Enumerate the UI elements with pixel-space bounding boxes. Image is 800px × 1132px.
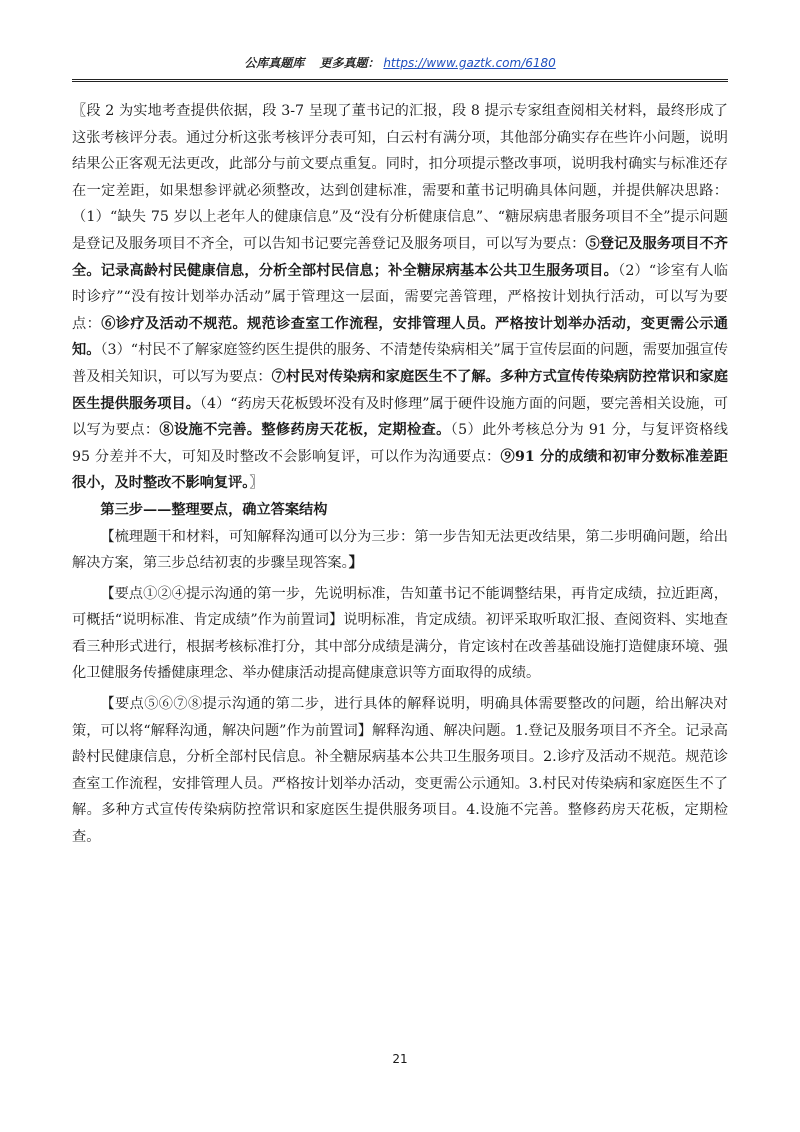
step3-heading-paragraph	[72, 497, 728, 524]
point-6-bold: ⑥诊疗及活动不规范。规范诊查室工作流程，安排管理人员。严格按计划举办活动，变更需公示通知。	[72, 315, 728, 359]
point-8-bold: ⑧设施不完善。整修药房天花板，定期检查。	[159, 422, 451, 439]
step-one-paragraph	[72, 581, 728, 687]
step-two-paragraph	[72, 691, 728, 851]
point-7-bold: ⑦村民对传染病和家庭医生不了解。多种方式宣传传染病防控常识和家庭医生提供服务项目。	[72, 368, 728, 412]
point-5-bold: ⑤登记及服务项目不齐全。记录高龄村民健康信息，分析全部村民信息；补全糖尿病基本公共卫生服务项目。	[72, 235, 728, 279]
analysis-text-1: 〖段 2 为实地考查提供依据，段 3-7 呈现了董书记的汇报，段 8 提示专家组查阅相关材料，最终形成了这张考核评分表。通过分析这张考核评分表可知，白云村有满分项，其他部分确实存在些许小问题，说明结果公正客观无法更改，此部分与前文要点重复。同时，扣分项提示整改事项，说明我村确实与标准还存在一定差距，如果想参评就必须整改，达到创建标准，需要和董书记明确具体问题，并提供解决思路：（1）“缺失 75 岁以上老年人的健康信息”及“没有分析健康信息”、“糖尿病患者服务项目不全”提示问题是登记及服务项目不齐全，可以告知书记要完善登记及服务项目，可以写为要点：	[72, 103, 728, 252]
step-one-text: 【要点①②④提示沟通的第一步，先说明标准，告知董书记不能调整结果，再肯定成绩，拉近距离，可概括“说明标准、肯定成绩”作为前置词】说明标准，肯定成绩。初评采取听取汇报、查阅资料、实地查看三种形式进行，根据考核标准打分，其中部分成绩是满分，肯定该村在改善基础设施打造健康环境、强化卫健服务传播健康理念、举办健康活动提高健康意识等方面取得的成绩。	[72, 585, 728, 682]
analysis-text-5: （5）此外考核总分为 91 分，与复评资格线 95 分差并不大，可知及时整改不会影响复评，可以作为沟通要点：	[72, 422, 728, 465]
structure-text: 【梳理题干和材料，可知解释沟通可以分为三步：第一步告知无法更改结果，第二步明确问题，给出解决方案，第三步总结初衷的步骤呈现答案。	[72, 528, 728, 572]
header-more-label: 更多真题：	[319, 56, 380, 70]
header-url-link[interactable]: https://www.gaztk.com/6180	[383, 56, 556, 70]
analysis-text-2: （2）“诊室有人临时诊疗”“没有按计划举办活动”属于管理这一层面，需要完善管理，严格按计划执行活动，可以写为要点：	[72, 262, 728, 332]
analysis-text-4: （4）“药房天花板毁坏没有及时修理”属于硬件设施方面的问题，要完善相关设施，可以写为要点：	[72, 395, 728, 439]
structure-close-bracket: 】	[348, 555, 363, 572]
analysis-text-3: （3）“村民不了解家庭签约医生提供的服务、不清楚传染病相关”属于宣传层面的问题，需要加强宣传普及相关知识，可以写为要点：	[72, 342, 728, 385]
page-number: 21	[392, 1052, 408, 1066]
step-two-text: 【要点⑤⑥⑦⑧提示沟通的第二步，进行具体的解释说明，明确具体需要整改的问题，给出解决对策，可以将“解释沟通，解决问题”作为前置词】解释沟通、解决问题。1.登记及服务项目不齐全。记录高龄村民健康信息，分析全部村民信息。补全糖尿病基本公共卫生服务项目。2.诊疗及活动不规范。规范诊查室工作流程，安排管理人员。严格按计划举办活动，变更需公示通知。3.村民对传染病和家庭医生不了解。多种方式宣传传染病防控常识和家庭医生提供服务项目。4.设施不完善。整修药房天花板，定期检查。	[72, 696, 728, 846]
header-brand: 公库真题库	[244, 56, 305, 70]
page-header	[72, 54, 728, 80]
structure-paragraph	[72, 524, 728, 577]
analysis-close-bracket: 〗	[249, 475, 264, 492]
page-body	[72, 98, 728, 851]
step3-heading: 第三步——整理要点，确立答案结构	[100, 501, 328, 518]
header-divider	[72, 79, 728, 82]
analysis-paragraph	[72, 98, 728, 497]
point-9-bold: ⑨91 分的成绩和初审分数标准差距很小，及时整改不影响复评。	[72, 448, 728, 492]
